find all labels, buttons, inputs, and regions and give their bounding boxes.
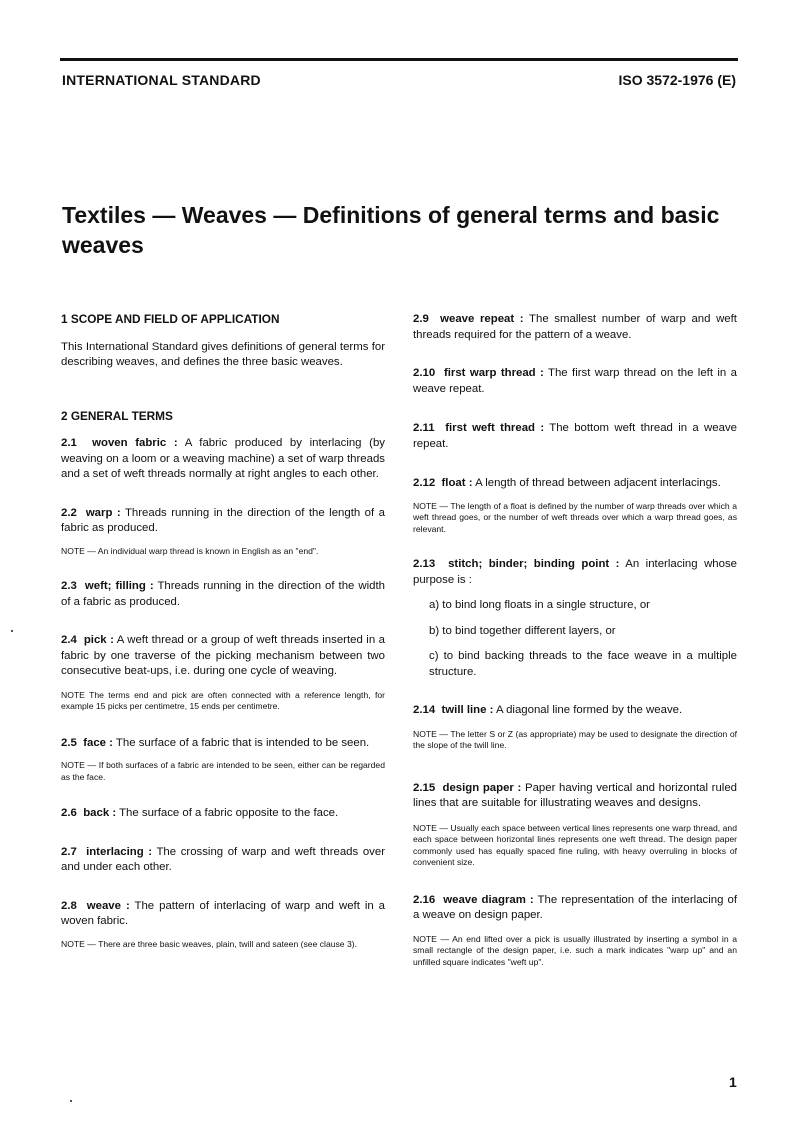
definition-text: A diagonal line formed by the weave. (495, 704, 683, 716)
section-1-heading: 1 SCOPE AND FIELD OF APPLICATION (61, 312, 280, 326)
definition-number: 2.11 (413, 422, 435, 434)
definition-number: 2.7 (61, 845, 77, 858)
definition-text: The surface of a fabric opposite to the face. (119, 807, 339, 819)
definition-number: 2.1 (61, 437, 77, 449)
definition-number: 2.9 (413, 313, 429, 325)
definition-2-6 (61, 806, 385, 822)
definition-2-8 (61, 899, 385, 930)
definition-term: first weft thread : (445, 422, 545, 434)
definition-2-9 (413, 312, 737, 343)
definition-text: The bottom weft thread in a weave repeat. (413, 422, 737, 450)
definition-text: Threads running in the direction of the width of a fabric as produced. (61, 580, 385, 608)
definition-term: warp : (85, 506, 121, 519)
definition-text: A weft thread or a group of weft threads inserted in a fabric by one traverse of the picking mechanism between two consecutive beat-ups, i.e. during one cycle of weaving. (61, 634, 385, 677)
document-type: INTERNATIONAL STANDARD (62, 72, 261, 88)
note-2-5: NOTE — If both surfaces of a fabric are intended to be seen, either can be regarded as the face. (61, 760, 385, 782)
definition-text: The surface of a fabric that is intended to be seen. (115, 736, 370, 749)
definition-term: face : (83, 736, 113, 749)
definition-term: interlacing : (86, 845, 153, 858)
note-2-16: NOTE — An end lifted over a pick is usually illustrated by inserting a symbol in a small rectangle of the design paper, i.e. such a mark indicates "warp up" and an unfilled square indicates "weft up". (413, 933, 737, 967)
definition-term: weave diagram : (443, 893, 534, 906)
right-column (413, 312, 737, 968)
definition-2-2 (61, 506, 385, 537)
definition-number: 2.14 (413, 704, 436, 716)
definition-number: 2.4 (61, 634, 77, 646)
definition-text: Threads running in the direction of the length of a fabric as produced. (61, 506, 385, 534)
section-2-heading: 2 GENERAL TERMS (61, 408, 173, 423)
definition-term: weave : (86, 899, 130, 912)
note-2-2: NOTE — An individual warp thread is known in English as an "end". (61, 545, 319, 556)
note-2-12: NOTE — The length of a float is defined by the number of warp threads over which a weft thread goes, or the number of weft threads over which a warp thread goes, as relevant. (413, 500, 737, 534)
definition-2-15 (413, 781, 737, 812)
definition-text: The first warp thread on the left in a weave repeat. (413, 367, 737, 395)
scan-speck (11, 630, 13, 632)
standard-number: ISO 3572-1976 (E) (618, 72, 736, 88)
document-title: Textiles — Weaves — Definitions of general terms and basic weaves (62, 202, 720, 258)
note-2-4: NOTE The terms end and pick are often connected with a reference length, for example 15 picks per centimetre, 15 ends per centimetre. (61, 689, 385, 711)
note-2-8: NOTE — There are three basic weaves, plain, twill and sateen (see clause 3). (61, 938, 357, 949)
definition-term: weave repeat : (440, 313, 524, 325)
definition-text: The pattern of interlacing of warp and weft in a woven fabric. (61, 899, 385, 927)
definition-2-5 (61, 736, 385, 752)
definition-number: 2.12 (413, 477, 436, 489)
note-2-14: NOTE — The letter S or Z (as appropriate) may be used to designate the direction of the slope of the twill line. (413, 728, 737, 750)
definition-2-4 (61, 633, 385, 680)
definition-2-3 (61, 579, 385, 610)
definition-term: twill line : (441, 704, 494, 716)
list-item: c) to bind backing threads to the face weave in a multiple structure. (429, 650, 737, 678)
definition-2-7 (61, 845, 385, 876)
definition-2-13 (413, 557, 737, 588)
definition-term: woven fabric : (92, 437, 178, 449)
definition-2-11 (413, 421, 737, 452)
definition-2-1 (61, 436, 385, 483)
definition-number: 2.15 (413, 781, 436, 794)
definition-text: Paper having vertical and horizontal ruled lines that are suitable for illustrating weaves and designs. (413, 781, 737, 809)
header-rule (60, 58, 738, 61)
definition-2-10 (413, 366, 737, 397)
definition-2-12 (413, 476, 737, 492)
definition-text: The smallest number of warp and weft threads required for the pattern of a weave. (413, 313, 737, 341)
definition-text: An interlacing whose purpose is : (413, 558, 737, 586)
left-column (61, 312, 385, 950)
list-item: a) to bind long floats in a single structure, or (429, 599, 650, 611)
definition-number: 2.13 (413, 558, 436, 570)
definition-term: float : (441, 477, 473, 489)
definition-term: stitch; binder; binding point : (448, 558, 620, 570)
definition-number: 2.8 (61, 899, 77, 912)
definition-text: The representation of the interlacing of a weave on design paper. (413, 893, 737, 921)
definition-number: 2.16 (413, 893, 436, 906)
list-item: b) to bind together different layers, or (429, 624, 616, 637)
section-1-text: This International Standard gives definitions of general terms for describing weaves, and defines the three basic weaves. (61, 340, 385, 368)
definition-term: design paper : (442, 781, 522, 794)
definition-number: 2.3 (61, 580, 77, 592)
definition-number: 2.10 (413, 367, 436, 379)
definition-number: 2.5 (61, 736, 77, 749)
definition-text: A length of thread between adjacent interlacings. (475, 477, 721, 489)
definition-term: pick : (83, 634, 114, 646)
definition-number: 2.6 (61, 807, 77, 819)
definition-term: first warp thread : (443, 367, 544, 379)
definition-term: back : (83, 807, 117, 819)
definition-text: A fabric produced by interlacing (by weaving on a loom or a weaving machine) a set of warp threads and a set of weft threads normally at right angles to each other. (61, 437, 385, 480)
definition-term: weft; filling : (84, 580, 154, 592)
definition-number: 2.2 (61, 506, 77, 519)
definition-2-14 (413, 703, 737, 719)
page-number: 1 (729, 1074, 737, 1090)
note-2-15: NOTE — Usually each space between vertical lines represents one warp thread, and each space between horizontal lines represents one weft thread. The design paper commonly used has equally spaced fine ruling, with heavy overruling in blocks of convenient size. (413, 822, 737, 867)
definition-text: The crossing of warp and weft threads over and under each other. (61, 845, 385, 873)
scan-speck (70, 1100, 72, 1102)
definition-2-16 (413, 893, 737, 924)
